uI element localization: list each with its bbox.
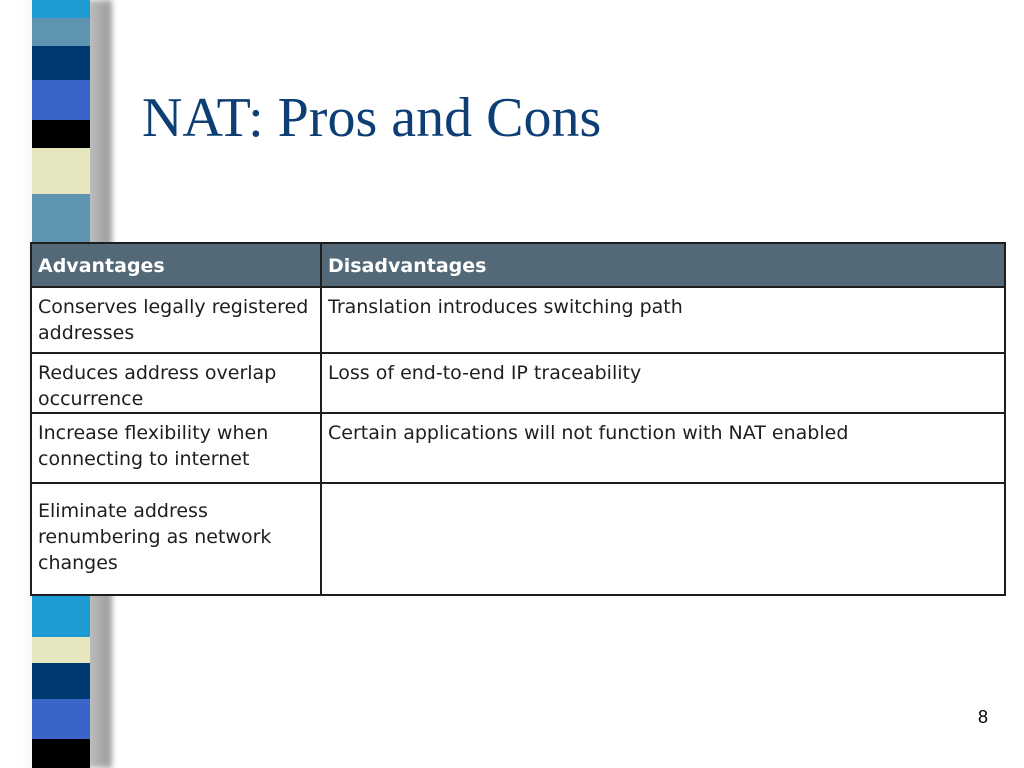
stripe-block [32, 120, 90, 148]
stripe-block [32, 0, 90, 18]
stripe-block [32, 148, 90, 194]
disadvantages-header: Disadvantages [321, 243, 1005, 287]
disadvantage-cell: Loss of end-to-end IP traceability [321, 353, 1005, 413]
disadvantage-cell [321, 483, 1005, 595]
advantage-cell: Reduces address overlap occurrence [31, 353, 321, 413]
advantage-cell: Eliminate address renumbering as network changes [31, 483, 321, 595]
advantages-header: Advantages [31, 243, 321, 287]
table-row [31, 413, 1005, 483]
advantage-cell: Increase flexibility when connecting to internet [31, 413, 321, 483]
stripe-block [32, 46, 90, 80]
stripe-block [32, 663, 90, 699]
stripe-block [32, 194, 90, 242]
page-number: 8 [977, 707, 988, 727]
pros-cons-table [30, 242, 1006, 596]
table-row [31, 287, 1005, 353]
stripe-block [32, 699, 90, 739]
stripe-block [32, 637, 90, 663]
stripe-block [32, 18, 90, 46]
slide-title: NAT: Pros and Cons [142, 87, 602, 149]
stripe-block [32, 595, 90, 637]
disadvantage-cell: Translation introduces switching path [321, 287, 1005, 353]
advantage-cell: Conserves legally registered addresses [31, 287, 321, 353]
table-header-row [31, 243, 1005, 287]
stripe-block [32, 739, 90, 768]
pros-cons-table-wrapper [30, 242, 1006, 595]
table-row [31, 483, 1005, 595]
disadvantage-cell: Certain applications will not function with NAT enabled [321, 413, 1005, 483]
stripe-block [32, 80, 90, 120]
table-row [31, 353, 1005, 413]
